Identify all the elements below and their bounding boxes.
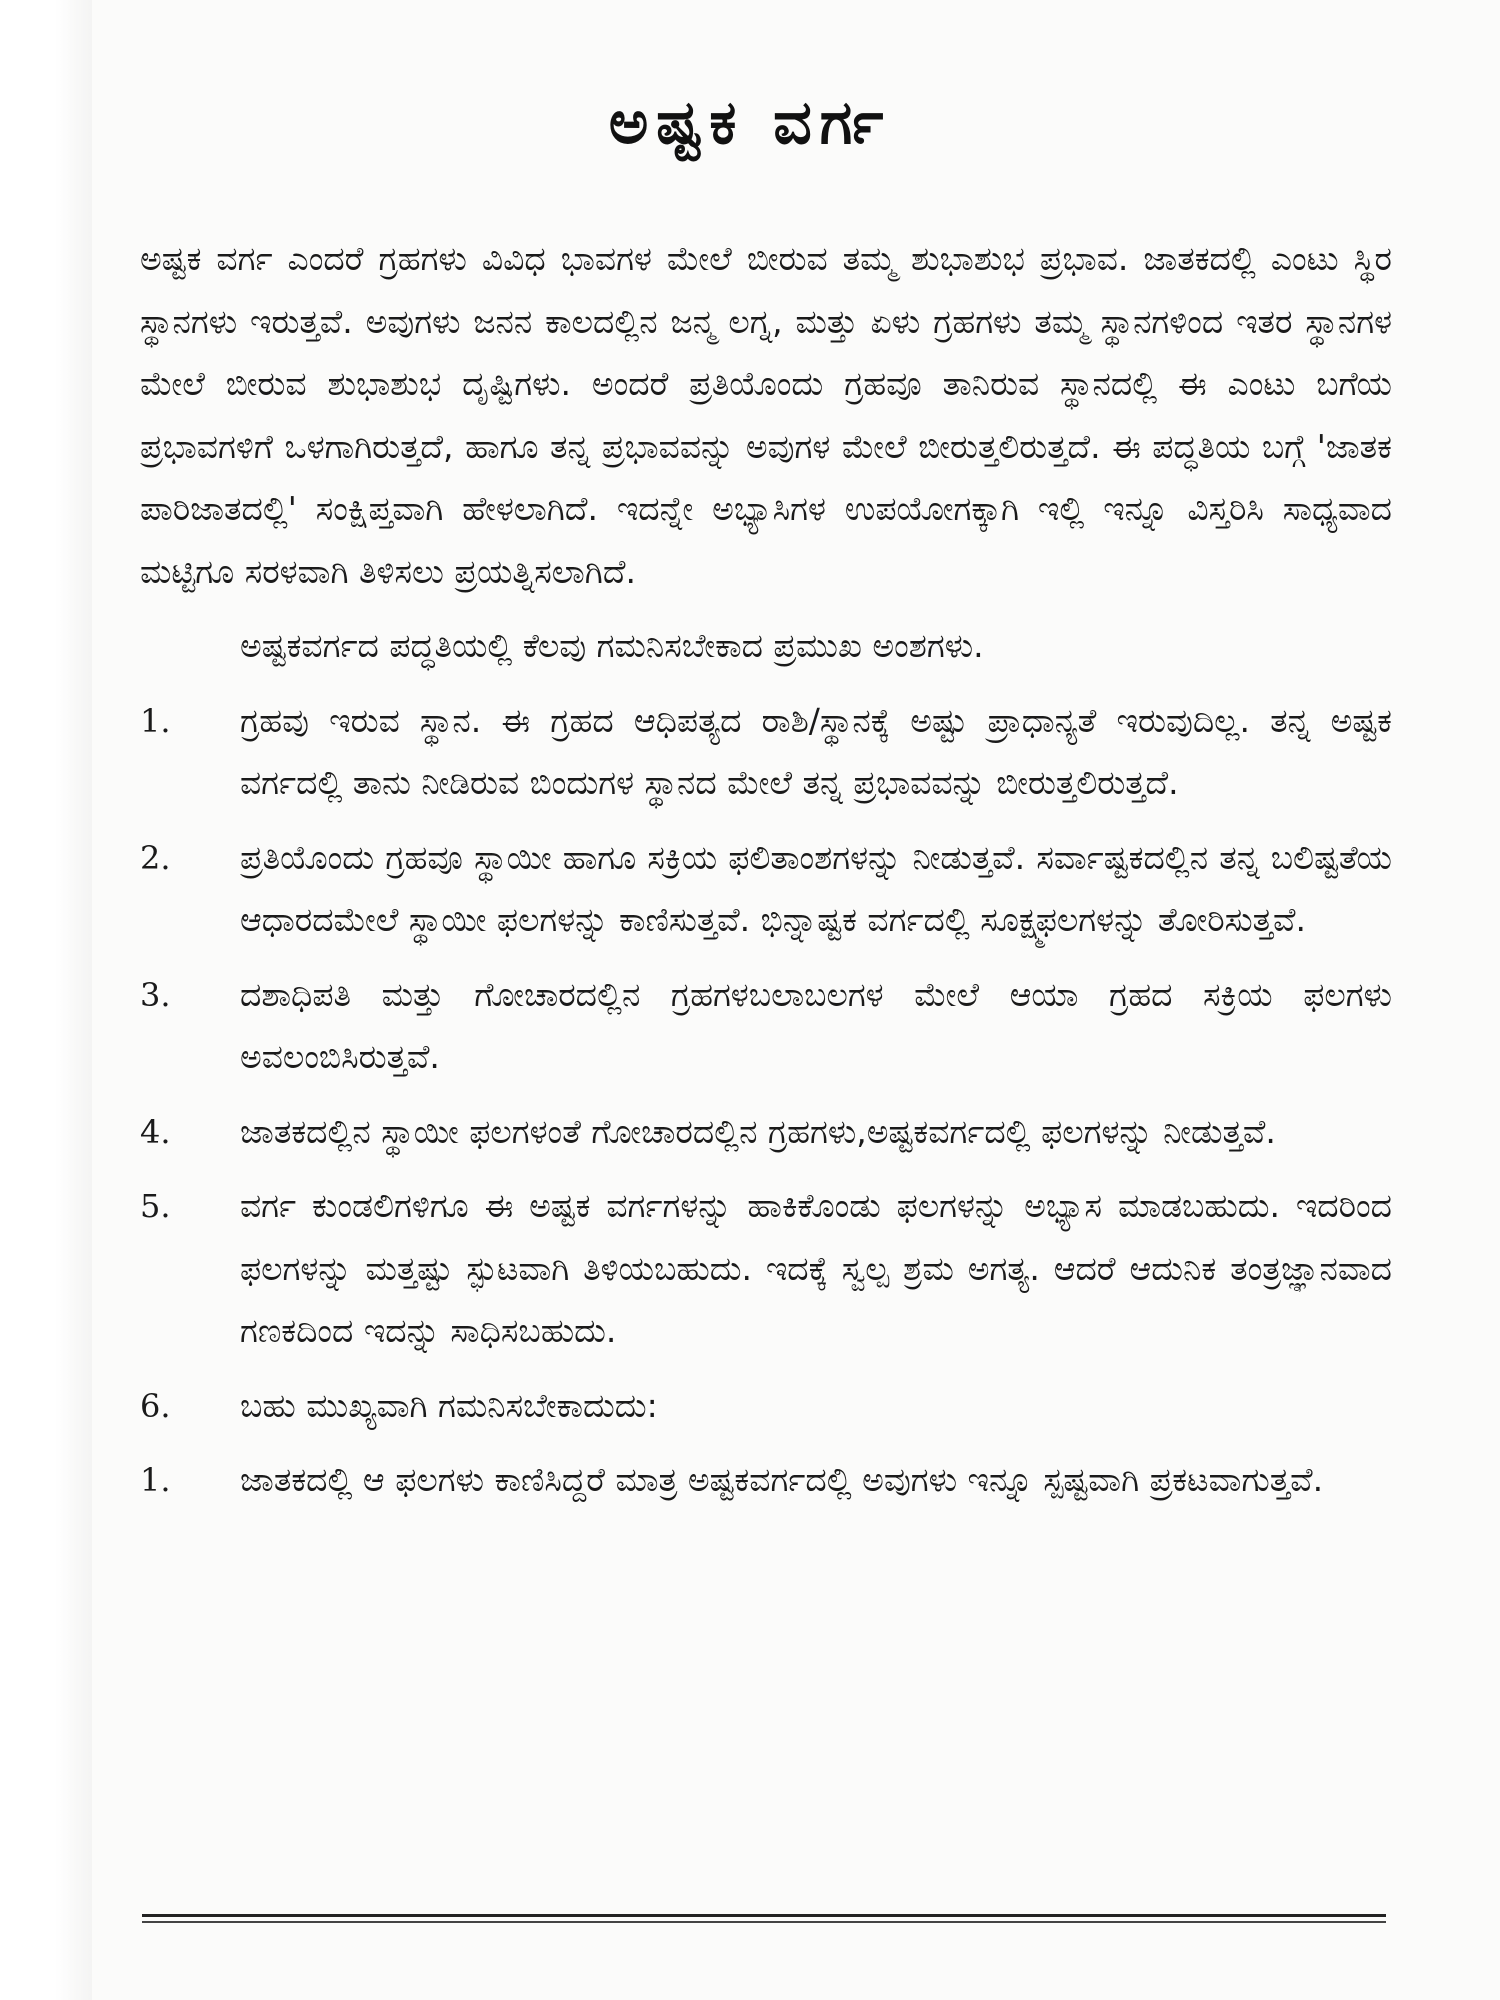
list-item bbox=[140, 690, 1392, 815]
item-number: 6. bbox=[140, 1386, 171, 1425]
item-text: ಜಾತಕದಲ್ಲಿನ ಸ್ಥಾಯೀ ಫಲಗಳಂತೆ ಗೋಚಾರದಲ್ಲಿನ ಗ್ರಹಗಳು,ಅಷ್ಟಕವರ್ಗದಲ್ಲಿ ಫಲಗಳನ್ನು ನೀಡುತ್ತವೆ. bbox=[240, 1111, 1276, 1151]
item-number: 5. bbox=[140, 1187, 171, 1225]
item-number: 3. bbox=[140, 975, 171, 1014]
page-title: ಅಷ್ಟಕ ವರ್ಗ bbox=[608, 88, 892, 158]
intro-paragraph: ಅಷ್ಟಕ ವರ್ಗ ಎಂದರೆ ಗ್ರಹಗಳು ವಿವಿಧ ಭಾವಗಳ ಮೇಲೆ ಬೀರುವ ತಮ್ಮ ಶುಭಾಶುಭ ಪ್ರಭಾವ. ಜಾತಕದಲ್ಲಿ ಎಂಟು ಸ್ಥಿರ ಸ್ಥಾನಗಳು ಇರುತ್ತವೆ. ಅವುಗಳು ಜನನ ಕಾಲದಲ್ಲಿನ ಜನ್ಮ ಲಗ್ನ, ಮತ್ತು ಏಳು ಗ್ರಹಗಳು ತಮ್ಮ ಸ್ಥಾನಗಳಿಂದ ಇತರ ಸ್ಥಾನಗಳ ಮೇಲೆ ಬೀರುವ ಶುಭಾಶುಭ ದೃಷ್ಟಿಗಳು. ಅಂದರೆ ಪ್ರತಿಯೊಂದು ಗ್ರಹವೂ ತಾನಿರುವ ಸ್ಥಾನದಲ್ಲಿ ಈ ಎಂಟು ಬಗೆಯ ಪ್ರಭಾವಗಳಿಗೆ ಒಳಗಾಗಿರುತ್ತದೆ, ಹಾಗೂ ತನ್ನ ಪ್ರಭಾವವನ್ನು ಅವುಗಳ ಮೇಲೆ ಬೀರುತ್ತಲಿರುತ್ತದೆ. ಈ ಪದ್ಧತಿಯ ಬಗ್ಗೆ 'ಜಾತಕ ಪಾರಿಜಾತದಲ್ಲಿ' ಸಂಕ್ಷಿಪ್ತವಾಗಿ ಹೇಳಲಾಗಿದೆ. ಇದನ್ನೇ ಅಭ್ಯಾಸಿಗಳ ಉಪಯೋಗಕ್ಕಾಗಿ ಇಲ್ಲಿ ಇನ್ನೂ ವಿಸ್ತರಿಸಿ ಸಾಧ್ಯವಾದ ಮಟ್ಟಿಗೂ ಸರಳವಾಗಿ ತಿಳಿಸಲು ಪ್ರಯತ್ನಿಸಲಾಗಿದೆ. bbox=[140, 239, 1392, 591]
item-text: ಜಾತಕದಲ್ಲಿ ಆ ಫಲಗಳು ಕಾಣಿಸಿದ್ದರೆ ಮಾತ್ರ ಅಷ್ಟಕವರ್ಗದಲ್ಲಿ ಅವುಗಳು ಇನ್ನೂ ಸ್ಪಷ್ಟವಾಗಿ ಪ್ರಕಟವಾಗುತ್ತವೆ. bbox=[240, 1460, 1324, 1499]
body-content bbox=[140, 228, 1392, 1512]
lead-paragraph: ಅಷ್ಟಕವರ್ಗದ ಪದ್ಧತಿಯಲ್ಲಿ ಕೆಲವು ಗಮನಿಸಬೇಕಾದ ಪ್ರಮುಖ ಅಂಶಗಳು. bbox=[240, 626, 984, 665]
item-number: 4. bbox=[140, 1112, 171, 1151]
item-number: 2. bbox=[140, 838, 171, 877]
item-text: ಪ್ರತಿಯೊಂದು ಗ್ರಹವೂ ಸ್ಥಾಯೀ ಹಾಗೂ ಸಕ್ರಿಯ ಫಲಿತಾಂಶಗಳನ್ನು ನೀಡುತ್ತವೆ. ಸರ್ವಾಷ್ಟಕದಲ್ಲಿನ ತನ್ನ ಬಲಿಷ್ಟತೆಯ ಆಧಾರದಮೇಲೆ ಸ್ಥಾಯೀ ಫಲಗಳನ್ನು ಕಾಣಿಸುತ್ತವೆ. ಭಿನ್ನಾಷ್ಟಕ ವರ್ಗದಲ್ಲಿ ಸೂಕ್ಷ್ಮಫಲಗಳನ್ನು ತೋರಿಸುತ್ತವೆ. bbox=[240, 837, 1392, 939]
footer-rule-thin bbox=[142, 1921, 1386, 1923]
list-item bbox=[140, 1101, 1392, 1164]
item-text: ದಶಾಧಿಪತಿ ಮತ್ತು ಗೋಚಾರದಲ್ಲಿನ ಗ್ರಹಗಳಬಲಾಬಲಗಳ ಮೇಲೆ ಆಯಾ ಗ್ರಹದ ಸಕ್ರಿಯ ಫಲಗಳು ಅವಲಂಬಿಸಿರುತ್ತವೆ. bbox=[240, 974, 1392, 1076]
item-text: ಬಹು ಮುಖ್ಯವಾಗಿ ಗಮನಿಸಬೇಕಾದುದು: bbox=[240, 1385, 658, 1425]
points-list bbox=[140, 690, 1392, 1512]
list-item bbox=[140, 1375, 1392, 1438]
item-text: ವರ್ಗ ಕುಂಡಲಿಗಳಿಗೂ ಈ ಅಷ್ಟಕ ವರ್ಗಗಳನ್ನು ಹಾಕಿಕೊಂಡು ಫಲಗಳನ್ನು ಅಭ್ಯಾಸ ಮಾಡಬಹುದು. ಇದರಿಂದ ಫಲಗಳನ್ನು ಮತ್ತಷ್ಟು ಸ್ಫುಟವಾಗಿ ತಿಳಿಯಬಹುದು. ಇದಕ್ಕೆ ಸ್ವಲ್ಪ ಶ್ರಮ ಅಗತ್ಯ. ಆದರೆ ಆದುನಿಕ ತಂತ್ರಜ್ಞಾನವಾದ ಗಣಕದಿಂದ ಇದನ್ನು ಸಾಧಿಸಬಹುದು. bbox=[240, 1186, 1392, 1350]
scan-margin bbox=[0, 0, 92, 2000]
list-item bbox=[140, 827, 1392, 952]
item-text: ಗ್ರಹವು ಇರುವ ಸ್ಥಾನ. ಈ ಗ್ರಹದ ಆಧಿಪತ್ಯದ ರಾಶಿ/ಸ್ಥಾನಕ್ಕೆ ಅಷ್ಟು ಪ್ರಾಧಾನ್ಯತೆ ಇರುವುದಿಲ್ಲ. ತನ್ನ ಅಷ್ಟಕ ವರ್ಗದಲ್ಲಿ ತಾನು ನೀಡಿರುವ ಬಿಂದುಗಳ ಸ್ಥಾನದ ಮೇಲೆ ತನ್ನ ಪ್ರಭಾವವನ್ನು ಬೀರುತ್ತಲಿರುತ್ತದೆ. bbox=[240, 700, 1392, 802]
footer-rule bbox=[142, 1914, 1386, 1917]
item-number: 1. bbox=[140, 1461, 171, 1499]
list-item bbox=[140, 1175, 1392, 1363]
list-item bbox=[140, 1449, 1392, 1512]
item-number: 1. bbox=[140, 701, 171, 740]
list-item bbox=[140, 964, 1392, 1089]
